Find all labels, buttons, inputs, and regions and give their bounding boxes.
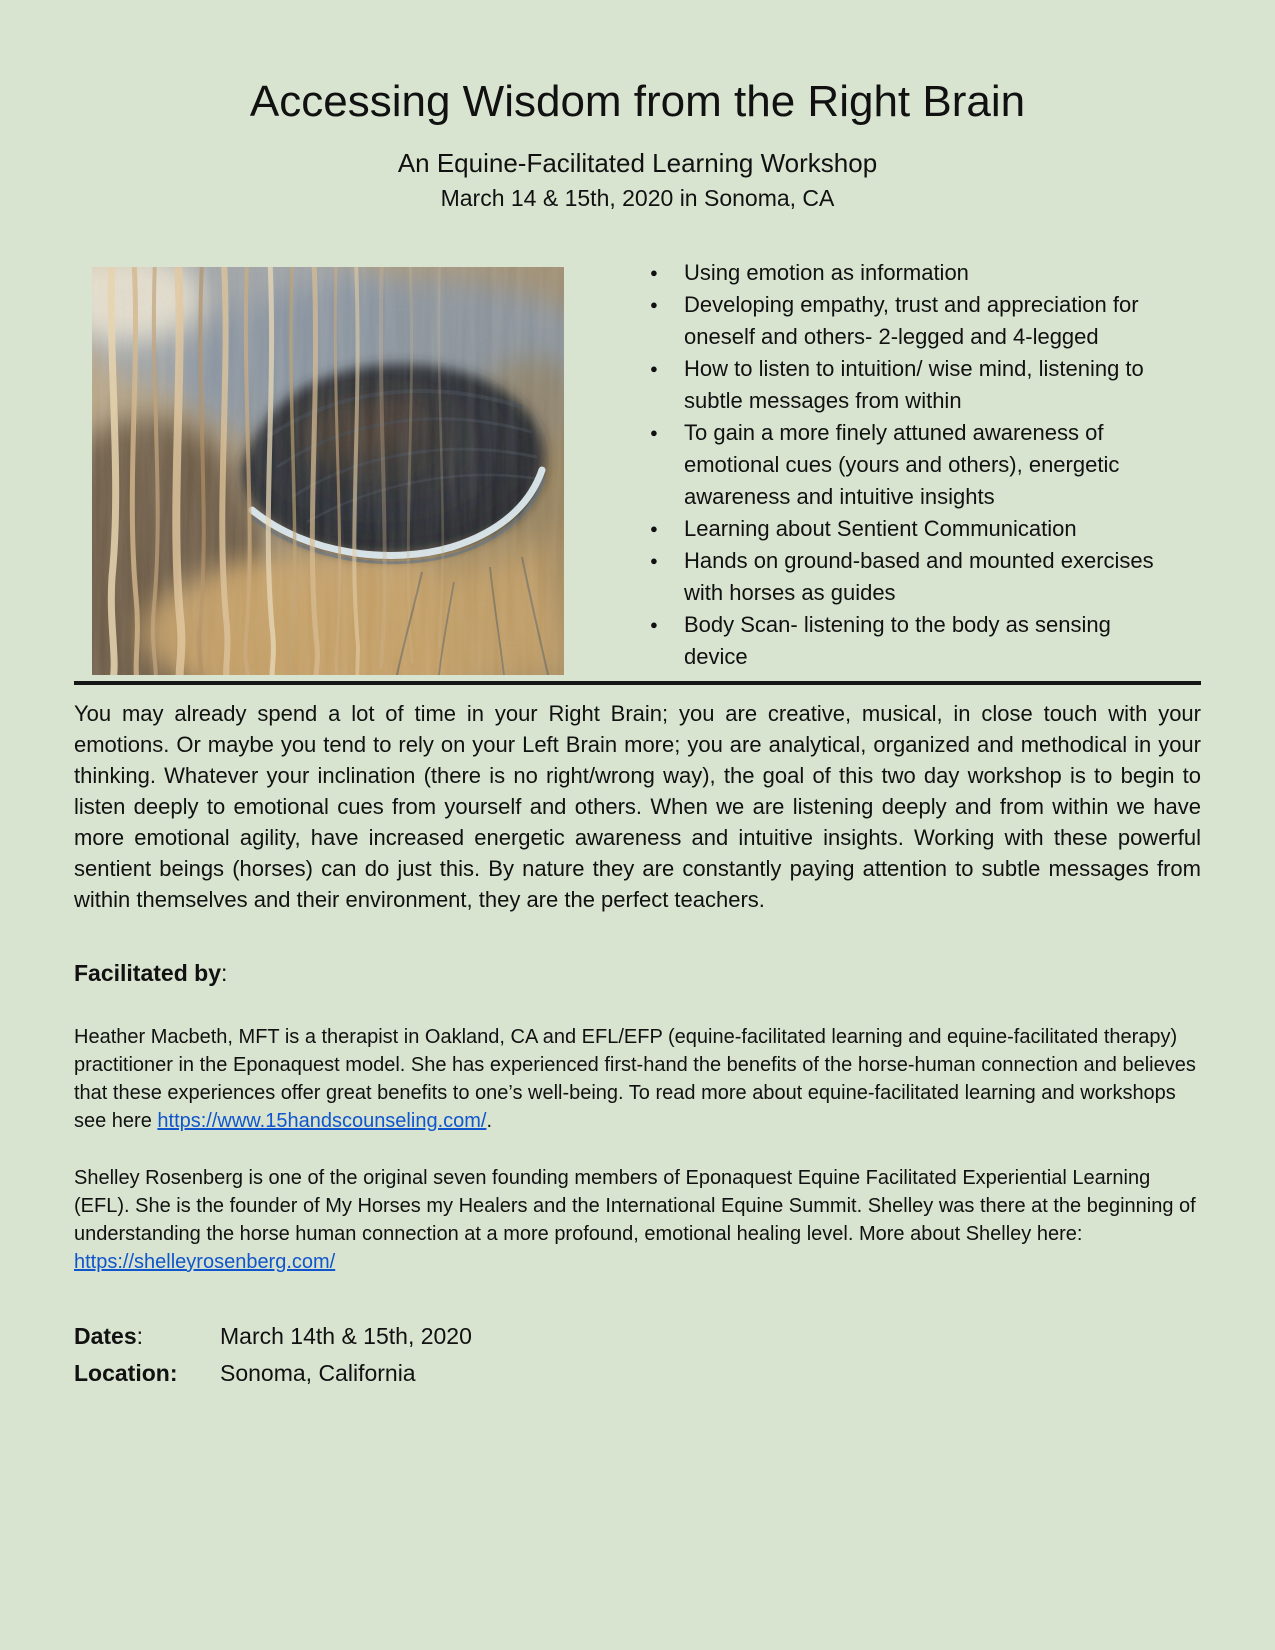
facilitated-by-colon: : bbox=[220, 959, 228, 986]
horse-eye-image bbox=[92, 267, 564, 675]
bio-text: . bbox=[486, 1109, 493, 1132]
page-title: Accessing Wisdom from the Right Brain bbox=[249, 77, 1026, 126]
topic-item: ● Using emotion as information bbox=[648, 257, 1162, 289]
topic-item: ● Learning about Sentient Communication bbox=[648, 513, 1162, 545]
date-line: March 14 & 15th, 2020 in Sonoma, CA bbox=[440, 185, 835, 212]
location-row bbox=[74, 1355, 1201, 1392]
facilitated-by-label: Facilitated by bbox=[74, 959, 221, 986]
topic-item: ● To gain a more finely attuned awareness of emotional cues (yours and others), energetic awareness and intuitive insights bbox=[648, 417, 1162, 513]
dates-label: Dates: bbox=[74, 1322, 144, 1349]
subtitle: An Equine-Facilitated Learning Workshop bbox=[397, 148, 878, 179]
shelley-site-link[interactable]: https://shelleyrosenberg.com/ bbox=[74, 1250, 336, 1273]
hero-section bbox=[74, 259, 1201, 675]
section-divider bbox=[74, 681, 1201, 685]
topic-item: ● Hands on ground-based and mounted exercises with horses as guides bbox=[648, 545, 1162, 609]
intro-paragraph: You may already spend a lot of time in your Right Brain; you are creative, musical, in close touch with your emotions. Or maybe you tend to rely on your Left Brain more; you are analytical, organized and methodical in your thinking. Whatever your inclination (there is no right/wrong way), the goal of this two day workshop is to begin to listen deeply to emotional cues from yourself and others. When we are listening deeply and from within we have more emotional agility, have increased energetic awareness and intuitive insights. Working with these powerful sentient beings (horses) can do just this. By nature they are constantly paying attention to subtle messages from within themselves and their environment, they are the perfect teachers. bbox=[74, 700, 1201, 912]
facilitator-bio-shelley bbox=[74, 1164, 1201, 1276]
dates-value: March 14th & 15th, 2020 bbox=[220, 1322, 472, 1349]
facilitator-bio-heather bbox=[74, 1023, 1201, 1135]
topics-list bbox=[648, 257, 1162, 673]
facilitated-by-heading bbox=[74, 959, 1201, 987]
topic-item: ● How to listen to intuition/ wise mind, listening to subtle messages from within bbox=[648, 353, 1162, 417]
bio-text: Heather Macbeth, MFT is a therapist in Oakland, CA and EFL/EFP (equine-facilitated learning and equine-facilitated therapy) practitioner in the Eponaquest model. She has experienced first-hand the benefits of the horse-human connection and believes that these experiences offer great benefits to one’s well-being. To read more about equine-facilitated learning and workshops see here bbox=[74, 1025, 1196, 1132]
counseling-site-link[interactable]: https://www.15handscounseling.com/ bbox=[157, 1109, 487, 1132]
topic-item: ● Body Scan- listening to the body as sensing device bbox=[648, 609, 1162, 673]
details-section bbox=[74, 1318, 1201, 1392]
topic-item: ● Developing empathy, trust and appreciation for oneself and others- 2-legged and 4-legged bbox=[648, 289, 1162, 353]
horse-eye-photo bbox=[92, 267, 564, 675]
bio-text: Shelley Rosenberg is one of the original seven founding members of Eponaquest Equine Facilitated Experiential Learning (EFL). She is the founder of My Horses my Healers and the International Equine Summit. Shelley was there at the beginning of understanding the horse human connection at a more profound, emotional healing level. More about Shelley here: bbox=[74, 1166, 1196, 1245]
dates-row bbox=[74, 1318, 1201, 1355]
location-label: Location: bbox=[74, 1359, 178, 1386]
location-value: Sonoma, California bbox=[220, 1359, 416, 1386]
